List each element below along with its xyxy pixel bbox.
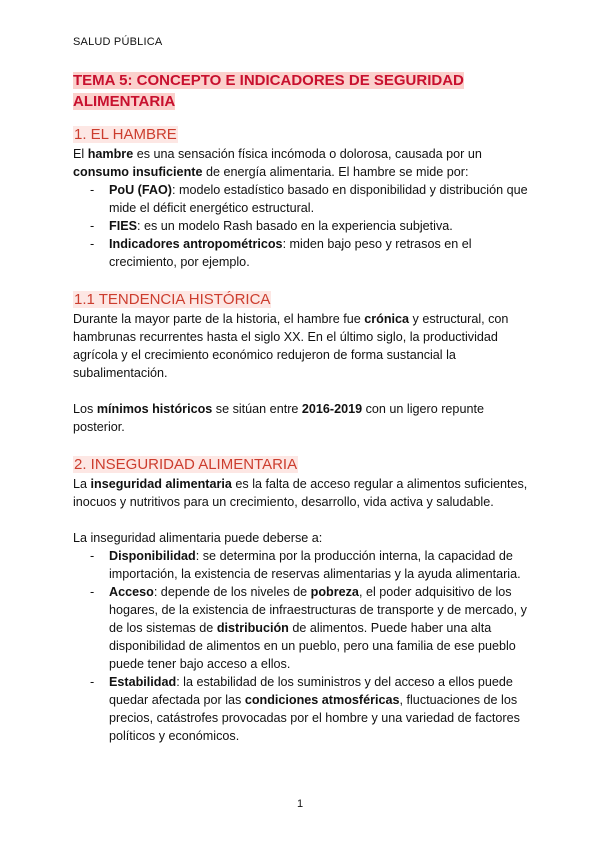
text-run: : miden bajo peso y retrasos en el crecimiento, por ejemplo.: [109, 237, 472, 269]
text-run: : se determina por la producción interna, la capacidad de importación, la existencia de reservas alimentarias y la ayuda alimentaria.: [109, 549, 521, 581]
paragraph-hambre-definition: [73, 145, 533, 181]
spacer: [73, 382, 533, 400]
spacer: [73, 271, 533, 289]
title-block: [73, 70, 533, 112]
list-item: [109, 181, 533, 217]
hambre-measures-list: [73, 181, 533, 271]
bold-term: Disponibilidad: [109, 549, 196, 563]
text-run: es la falta de acceso regular a alimentos suficientes, inocuos y nutritivos para un crecimiento, desarrollo, vida activa y saludable.: [73, 477, 528, 509]
page-number: 1: [296, 798, 304, 810]
section-heading-text: 1. EL HAMBRE: [74, 126, 177, 143]
text-run: Durante la mayor parte de la historia, el hambre fue: [73, 312, 365, 326]
text-run: , el poder adquisitivo de los hogares, de la existencia de infraestructuras de transporte y de mercado, y de los sistemas de: [109, 585, 527, 635]
text-run: Los: [73, 402, 97, 416]
text-run: , fluctuaciones de los precios, catástrofes provocadas por el hombre y una variedad de factores políticos y económicos.: [109, 693, 520, 743]
bold-term: distribución: [216, 621, 289, 635]
bold-term: PoU (FAO): [109, 183, 172, 197]
bold-term: crónica: [364, 312, 410, 326]
document-title: TEMA 5: CONCEPTO E INDICADORES DE SEGURIDAD ALIMENTARIA: [73, 72, 464, 110]
text-run: : modelo estadístico basado en disponibilidad y distribución que mide el déficit energético estructural.: [109, 183, 528, 215]
text-run: : la estabilidad de los suministros y del acceso a ellos puede quedar afectada por las: [109, 675, 513, 707]
section-heading-el-hambre: [73, 124, 533, 145]
bold-term: mínimos históricos: [96, 402, 213, 416]
list-item: [109, 547, 533, 583]
text-run: : es un modelo Rash basado en la experiencia subjetiva.: [137, 219, 453, 233]
list-item: [109, 583, 533, 673]
section-heading-text: 2. INSEGURIDAD ALIMENTARIA: [74, 456, 298, 473]
text-run: y estructural, con hambrunas recurrentes hasta el siglo XX. En el último siglo, la productividad agrícola y el crecimiento económico redujeron de forma sustancial la subalimentación.: [73, 312, 509, 380]
text-run: de energía alimentaria. El hambre se mide por:: [202, 165, 469, 179]
text-run: de alimentos. Puede haber una alta disponibilidad de alimentos en un pueblo, pero una familia de ese pueblo puede tener bajo acceso a ellos.: [109, 621, 516, 671]
section-heading-text: 1.1 TENDENCIA HISTÓRICA: [74, 291, 271, 308]
section-heading-tendencia-historica: [73, 289, 533, 310]
running-header: SALUD PÚBLICA: [73, 36, 163, 48]
list-item: [109, 673, 533, 745]
text-run: La: [73, 477, 91, 491]
text-run: con un ligero repunte posterior.: [73, 402, 484, 434]
list-item: [109, 217, 533, 235]
text-run: El: [73, 147, 88, 161]
causas-list: [73, 547, 533, 745]
paragraph-causas-intro: La inseguridad alimentaria puede deberse a:: [73, 531, 323, 545]
text-run: es una sensación física incómoda o dolorosa, causada por un: [133, 147, 482, 161]
paragraph-minimos: [73, 400, 533, 436]
document-body: [73, 70, 533, 745]
bold-term: Estabilidad: [109, 675, 177, 689]
bold-term: consumo insuficiente: [73, 165, 203, 179]
spacer: [73, 436, 533, 454]
bold-term: 2016-2019: [301, 402, 363, 416]
spacer: [73, 511, 533, 529]
bold-term: inseguridad alimentaria: [90, 477, 232, 491]
paragraph-inseguridad-definition: [73, 475, 533, 511]
paragraph-historia: [73, 310, 533, 382]
bold-term: pobreza: [310, 585, 359, 599]
list-item: [109, 235, 533, 271]
bold-term: FIES: [109, 219, 137, 233]
bold-term: hambre: [87, 147, 134, 161]
bold-term: Indicadores antropométricos: [109, 237, 283, 251]
bold-term: Acceso: [109, 585, 154, 599]
text-run: : depende de los niveles de: [153, 585, 311, 599]
bold-term: condiciones atmosféricas: [244, 693, 400, 707]
text-run: se sitúan entre: [212, 402, 302, 416]
section-heading-inseguridad: [73, 454, 533, 475]
